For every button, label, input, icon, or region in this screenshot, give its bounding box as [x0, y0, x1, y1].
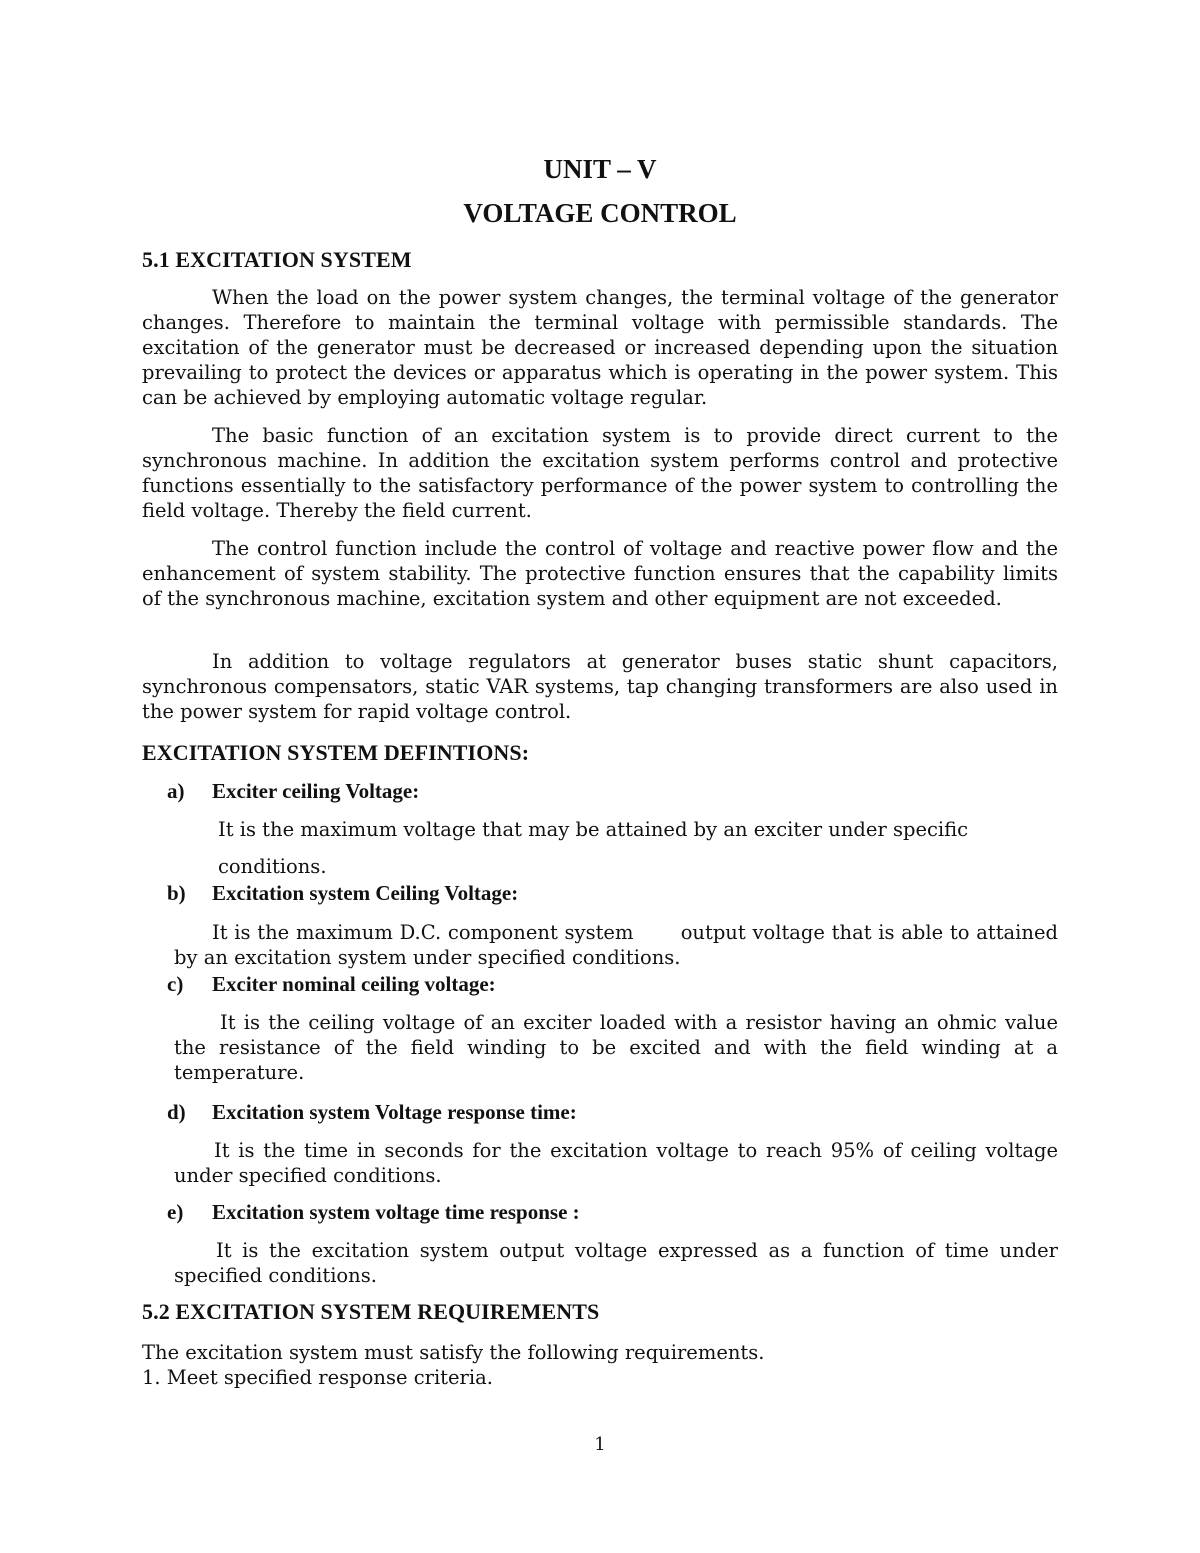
- paragraph-3-text: The control function include the control of voltage and reactive power flow and the enhancement of system stability. The protective function ensures that the capability limits of the synchronous machine, excitation system and other equipment are not exceeded.: [142, 537, 1058, 610]
- paragraph-1: [142, 285, 1058, 410]
- chapter-title: VOLTAGE CONTROL: [463, 198, 737, 228]
- definition-d-body: [174, 1138, 1058, 1188]
- definition-b-text: It is the maximum D.C. component system output voltage that is able to attained by an excitation system under specified conditions.: [174, 921, 1065, 969]
- definition-c-title: Exciter nominal ceiling voltage:: [212, 972, 496, 996]
- paragraph-2-text: The basic function of an excitation system is to provide direct current to the synchronous machine. In addition the excitation system performs control and protective functions essentially to the satisfactory performance of the power system to controlling the field voltage. Thereby the field current.: [142, 424, 1058, 522]
- definition-b-body: [174, 920, 1065, 970]
- definition-a-line-1: It is the maximum voltage that may be attained by an exciter under specific: [218, 818, 969, 841]
- definition-d-text: It is the time in seconds for the excitation voltage to reach 95% of ceiling voltage under specified conditions.: [174, 1139, 1058, 1187]
- paragraph-3: [142, 536, 1058, 611]
- definition-a-letter: a): [167, 779, 185, 803]
- definition-b-letter: b): [167, 881, 186, 905]
- page-number: 1: [594, 1434, 606, 1455]
- definition-e-body: [174, 1238, 1058, 1288]
- paragraph-4: [142, 649, 1058, 724]
- definition-c-letter: c): [167, 972, 184, 996]
- paragraph-1-text: When the load on the power system changes, the terminal voltage of the generator changes. Therefore to maintain the terminal voltage with permissible standards. The excitation of the generator must be decreased or increased depending upon the situation prevailing to protect the devices or apparatus which is operating in the power system. This can be achieved by employing automatic voltage regular.: [142, 286, 1058, 409]
- definitions-heading: EXCITATION SYSTEM DEFINTIONS:: [142, 740, 530, 765]
- definition-c-body: [174, 1010, 1071, 1085]
- definition-b-title: Excitation system Ceiling Voltage:: [212, 881, 519, 905]
- definition-e-title: Excitation system voltage time response :: [212, 1200, 580, 1224]
- section-heading-5-1: 5.1 EXCITATION SYSTEM: [142, 247, 412, 272]
- unit-title: UNIT – V: [543, 154, 657, 184]
- definition-d-title: Excitation system Voltage response time:: [212, 1100, 577, 1124]
- paragraph-4-text: In addition to voltage regulators at generator buses static shunt capacitors, synchronous compensators, static VAR systems, tap changing transformers are also used in the power system for rapid voltage control.: [142, 650, 1058, 723]
- requirements-intro: The excitation system must satisfy the following requirements.: [142, 1341, 765, 1364]
- section-heading-5-2: 5.2 EXCITATION SYSTEM REQUIREMENTS: [142, 1299, 600, 1324]
- definition-e-letter: e): [167, 1200, 184, 1224]
- definition-a-line-2: conditions.: [218, 855, 327, 878]
- definition-e-text: It is the excitation system output voltage expressed as a function of time under specified conditions.: [174, 1239, 1058, 1287]
- definition-c-text: It is the ceiling voltage of an exciter loaded with a resistor having an ohmic value the resistance of the field winding to be excited and with the field winding at a temperature.: [174, 1011, 1071, 1084]
- paragraph-2: [142, 423, 1058, 523]
- definition-d-letter: d): [167, 1100, 186, 1124]
- definition-a-title: Exciter ceiling Voltage:: [212, 779, 420, 803]
- requirement-item-1: 1. Meet specified response criteria.: [142, 1366, 493, 1389]
